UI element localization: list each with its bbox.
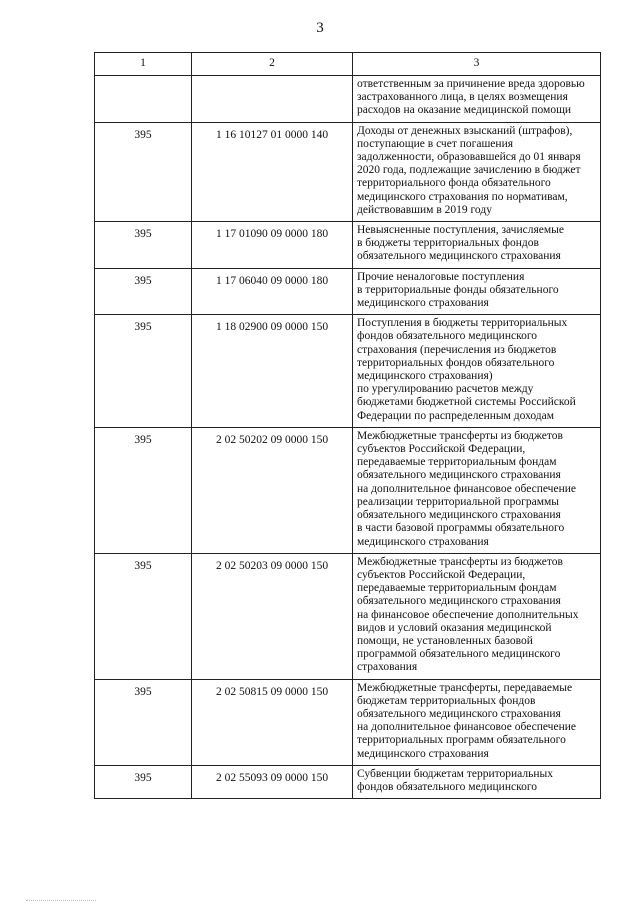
admin-code-cell: 395 bbox=[95, 222, 192, 269]
table-row bbox=[95, 268, 601, 315]
income-name-line: территориальных фондов обязательного bbox=[357, 356, 555, 369]
income-name-cell bbox=[353, 76, 601, 123]
admin-code-cell: 395 bbox=[95, 268, 192, 315]
income-name-line: Доходы от денежных взысканий (штрафов), bbox=[357, 124, 573, 137]
budget-code-cell: 2 02 50815 09 0000 150 bbox=[192, 679, 353, 765]
admin-code-cell: 395 bbox=[95, 122, 192, 221]
table-row bbox=[95, 122, 601, 221]
table-row bbox=[95, 765, 601, 798]
income-name-line: фондов обязательного медицинского bbox=[357, 780, 538, 793]
table-row bbox=[95, 315, 601, 428]
income-name-cell bbox=[353, 427, 601, 553]
income-name-line: Межбюджетные трансферты, передаваемые bbox=[357, 681, 573, 694]
income-name-line: страхования (перечисления из бюджетов bbox=[357, 343, 557, 356]
income-name-line: в территориальные фонды обязательного bbox=[357, 283, 559, 296]
page-number: 3 bbox=[316, 20, 324, 36]
budget-code-cell: 1 17 06040 09 0000 180 bbox=[192, 268, 353, 315]
income-name-line: программой обязательного медицинского bbox=[357, 648, 561, 661]
admin-code-cell: 395 bbox=[95, 427, 192, 553]
income-name-line: Межбюджетные трансферты из бюджетов bbox=[357, 555, 563, 568]
income-name-line: территориального фонда обязательного bbox=[357, 177, 551, 190]
income-name-line: в бюджеты территориальных фондов bbox=[357, 237, 539, 250]
income-name-cell bbox=[353, 765, 601, 798]
table-row bbox=[95, 553, 601, 679]
budget-code-cell: 1 16 10127 01 0000 140 bbox=[192, 122, 353, 221]
income-name-line: в части базовой программы обязательного bbox=[357, 522, 565, 535]
income-name-line: обязательного медицинского страхования bbox=[357, 250, 561, 263]
income-name-line: обязательного медицинского страхования bbox=[357, 595, 561, 608]
income-name-line: медицинского страхования по нормативам, bbox=[357, 190, 568, 203]
income-name-line: фондов обязательного медицинского bbox=[357, 330, 538, 343]
income-name-line: медицинского страхования) bbox=[357, 370, 493, 383]
income-name-line: поступающие в счет погашения bbox=[357, 137, 514, 150]
table-row bbox=[95, 222, 601, 269]
table-header-row bbox=[95, 53, 601, 76]
budget-code-cell: 1 18 02900 09 0000 150 bbox=[192, 315, 353, 428]
income-name-line: бюджетам территориальных фондов bbox=[357, 694, 536, 707]
income-name-cell bbox=[353, 268, 601, 315]
income-name-line: на дополнительное финансовое обеспечение bbox=[357, 482, 576, 495]
income-name-line: на финансовое обеспечение дополнительных bbox=[357, 608, 579, 621]
income-name-line: Поступления в бюджеты территориальных bbox=[357, 317, 568, 330]
income-name-line: по урегулированию расчетов между bbox=[357, 383, 534, 396]
header-col-1: 1 bbox=[95, 53, 192, 76]
budget-code-cell: 2 02 50203 09 0000 150 bbox=[192, 553, 353, 679]
header-col-3: 3 bbox=[353, 53, 601, 76]
income-name-cell bbox=[353, 122, 601, 221]
income-name-cell bbox=[353, 553, 601, 679]
table-row bbox=[95, 679, 601, 765]
income-name-line: субъектов Российской Федерации, bbox=[357, 568, 526, 581]
header-col-2: 2 bbox=[192, 53, 353, 76]
income-name-cell bbox=[353, 222, 601, 269]
scan-edge-mark bbox=[26, 898, 96, 901]
budget-code-cell: 2 02 55093 09 0000 150 bbox=[192, 765, 353, 798]
income-name-line: медицинского страхования bbox=[357, 535, 489, 548]
admin-code-cell: 395 bbox=[95, 315, 192, 428]
income-name-line: на дополнительное финансовое обеспечение bbox=[357, 721, 576, 734]
income-name-cell bbox=[353, 315, 601, 428]
income-name-line: 2020 года, подлежащие зачислению в бюджет bbox=[357, 164, 581, 177]
income-name-line: Невыясненные поступления, зачисляемые bbox=[357, 224, 564, 237]
income-name-line: медицинского страхования bbox=[357, 747, 489, 760]
income-name-line: помощи, не установленных базовой bbox=[357, 634, 533, 647]
income-name-line: бюджетами бюджетной системы Российской bbox=[357, 396, 576, 409]
income-name-line: ответственным за причинение вреда здоровью bbox=[357, 78, 585, 90]
budget-code-cell: 1 17 01090 09 0000 180 bbox=[192, 222, 353, 269]
income-name-line: видов и условий оказания медицинской bbox=[357, 621, 552, 634]
income-name-line: обязательного медицинского страхования bbox=[357, 509, 561, 522]
income-name-line: расходов на оказание медицинской помощи bbox=[357, 104, 572, 117]
income-name-line: действовавшим в 2019 году bbox=[357, 203, 492, 216]
budget-code-cell: 2 02 50202 09 0000 150 bbox=[192, 427, 353, 553]
budget-codes-table bbox=[94, 52, 601, 799]
income-name-line: Прочие неналоговые поступления bbox=[357, 270, 525, 283]
income-name-line: Федерации по распределенным доходам bbox=[357, 409, 555, 422]
income-name-line: застрахованного лица, в целях возмещения bbox=[357, 91, 568, 104]
income-name-line: субъектов Российской Федерации, bbox=[357, 443, 526, 456]
income-name-line: реализации территориальной программы bbox=[357, 495, 560, 508]
income-name-line: медицинского страхования bbox=[357, 297, 489, 310]
income-name-line: передаваемые территориальным фондам bbox=[357, 456, 557, 469]
income-name-line: Субвенции бюджетам территориальных bbox=[357, 767, 553, 780]
income-name-line: обязательного медицинского страхования bbox=[357, 707, 561, 720]
budget-code-cell bbox=[192, 76, 353, 123]
income-name-cell bbox=[353, 679, 601, 765]
admin-code-cell: 395 bbox=[95, 765, 192, 798]
table-row bbox=[95, 76, 601, 123]
admin-code-cell: 395 bbox=[95, 679, 192, 765]
admin-code-cell bbox=[95, 76, 192, 123]
income-name-line: Межбюджетные трансферты из бюджетов bbox=[357, 429, 563, 442]
admin-code-cell: 395 bbox=[95, 553, 192, 679]
table-row bbox=[95, 427, 601, 553]
income-name-line: страхования bbox=[357, 661, 418, 674]
income-name-line: задолженности, образовавшейся до 01 января bbox=[357, 151, 581, 164]
income-name-line: передаваемые территориальным фондам bbox=[357, 582, 557, 595]
income-name-line: территориальных программ обязательного bbox=[357, 734, 566, 747]
income-name-line: обязательного медицинского страхования bbox=[357, 469, 561, 482]
